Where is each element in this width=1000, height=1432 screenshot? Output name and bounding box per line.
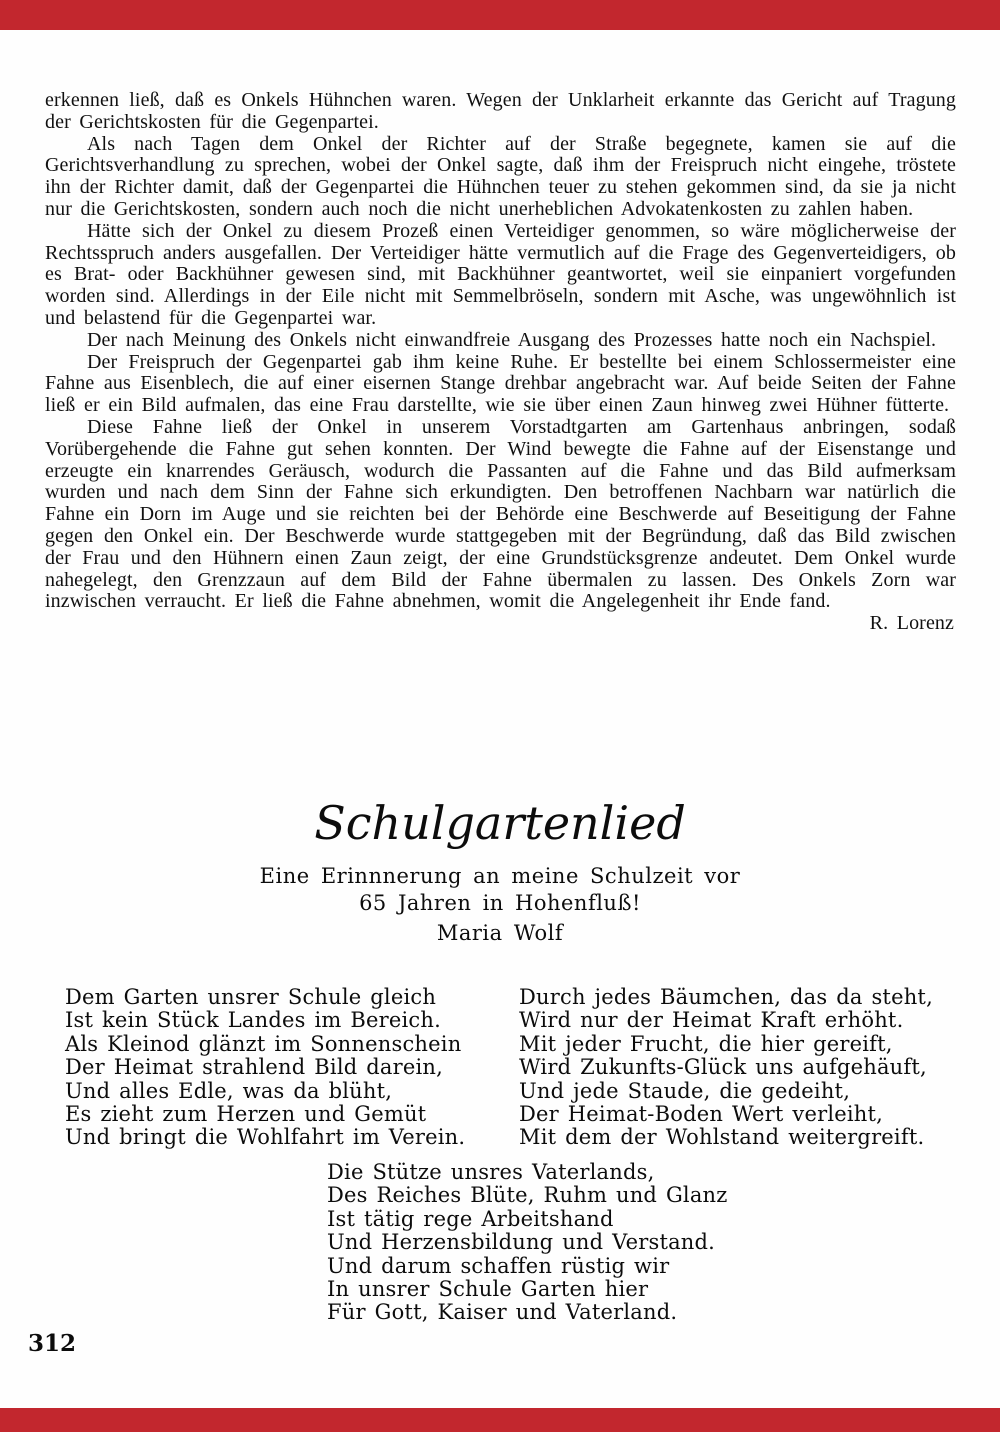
poem-line: Mit dem der Wohlstand weitergreift. bbox=[519, 1125, 925, 1150]
poem-line: Und bringt die Wohlfahrt im Verein. bbox=[65, 1125, 466, 1150]
poem-line: Es zieht zum Herzen und Gemüt bbox=[65, 1102, 427, 1127]
author-signature: R. Lorenz bbox=[869, 612, 954, 635]
page-number: 312 bbox=[28, 1330, 77, 1357]
red-page-edge-bottom bbox=[0, 1408, 1000, 1432]
poem-line: In unsrer Schule Garten hier bbox=[327, 1277, 649, 1302]
poem-line: Für Gott, Kaiser und Vaterland. bbox=[327, 1300, 678, 1325]
poem-line: Der Heimat strahlend Bild darein, bbox=[65, 1055, 443, 1080]
poem-stanza-center bbox=[327, 1161, 728, 1325]
paragraph: Als nach Tagen dem Onkel der Richter auf der Straße begegnete, kamen sie auf die Gerichtsverhandlung zu sprechen, wobei der Onkel sagte, daß ihm der Freispruch nicht eingehe, tröstete ihn der Richter damit, daß der Gegenpartei die Hühnchen teuer zu stehen gekommen sind, da sie ja nicht nur die Gerichtskosten, sondern auch noch die nicht unerheblichen Advokatenkosten zu zahlen haben. bbox=[45, 132, 956, 220]
poem-line: Dem Garten unsrer Schule gleich bbox=[65, 985, 437, 1009]
poem-line: Wird nur der Heimat Kraft erhöht. bbox=[519, 1008, 904, 1033]
paragraph: Der Freispruch der Gegenpartei gab ihm keine Ruhe. Er bestellte bei einem Schlossermeister eine Fahne aus Eisenblech, die auf einer eisernen Stange drehbar angebracht war. Auf beide Seiten der Fahne ließ er ein Bild aufmalen, das eine Frau darstellte, wie sie über einen Zaun hinweg zwei Hühner fütterte. bbox=[45, 350, 956, 417]
paragraph bbox=[45, 415, 956, 635]
paragraph: erkennen ließ, daß es Onkels Hühnchen waren. Wegen der Unklarheit erkannte das Gericht auf Tragung der Gerichtskosten für die Gegenpartei. bbox=[45, 89, 956, 133]
poem-line: Und Herzensbildung und Verstand. bbox=[327, 1230, 716, 1255]
poem-line: Die Stütze unsres Vaterlands, bbox=[327, 1160, 655, 1184]
poem-author: Maria Wolf bbox=[436, 921, 564, 945]
poem-stanza-left bbox=[65, 986, 465, 1150]
poem-line: Ist kein Stück Landes im Bereich. bbox=[65, 1008, 441, 1033]
poem-line: Und jede Staude, die gedeiht, bbox=[519, 1078, 851, 1103]
poem-line: Wird Zukunfts-Glück uns aufgehäuft, bbox=[519, 1055, 927, 1080]
red-page-edge-top bbox=[0, 0, 1000, 30]
poem-line: Mit jeder Frucht, die hier gereift, bbox=[519, 1031, 893, 1056]
poem-line: Ist tätig rege Arbeitshand bbox=[327, 1206, 614, 1231]
paragraph: Hätte sich der Onkel zu diesem Prozeß einen Verteidiger genommen, so wäre möglicherweise der Rechtsspruch anders ausgefallen. Der Verteidiger hätte vermutlich auf die Frage des Gegenverteidigers, ob es Brat- oder Backhühner gewesen sind, mit Backhühner geantwortet, weil sie einpaniert vorgefunden worden sind. Allerdings in der Eile nicht mit Semmelbröseln, sondern mit Asche, was ungewöhnlich ist und belastend für die Gegenpartei war. bbox=[45, 219, 956, 329]
poem-title: Schulgartenlied bbox=[314, 796, 686, 850]
paragraph-text: Diese Fahne ließ der Onkel in unserem Vorstadtgarten am Gartenhaus anbringen, sodaß Vorübergehende die Fahne gut sehen konnten. Der Wind bewegte die Fahne auf der Eisenstange und erzeugte ein knarrendes Geräusch, wodurch die Passanten auf die Fahne und das Bild aufmerksam wurden und nach dem Sinn der Fahne sich erkundigten. Den betroffenen Nachbarn war natürlich die Fahne ein Dorn im Auge und sie reichten bei der Behörde eine Beschwerde auf Beseitigung der Fahne gegen den Onkel ein. Der Beschwerde wurde stattgegeben mit der Begründung, daß das Bild zwischen der Frau und den Hühnern einen Zaun zeigt, der eine Grundstücksgrenze andeutet. Dem Onkel wurde nahegelegt, den Grenzzaun auf dem Bild der Fahne übermalen zu lassen. Des Onkels Zorn war inzwischen verraucht. Er ließ die Fahne abnehmen, womit die Angelegenheit ihr Ende fand. bbox=[45, 415, 956, 613]
paragraph: Der nach Meinung des Onkels nicht einwandfreie Ausgang des Prozesses hatte noch ein Nachspiel. bbox=[87, 328, 937, 351]
poem-line: Der Heimat-Boden Wert verleiht, bbox=[519, 1102, 884, 1127]
poem-line: Des Reiches Blüte, Ruhm und Glanz bbox=[327, 1183, 728, 1208]
poem-subtitle-line2: 65 Jahren in Hohenfluß! bbox=[359, 890, 641, 915]
poem-line: Und darum schaffen rüstig wir bbox=[327, 1253, 670, 1278]
poem-stanza-right bbox=[519, 986, 933, 1150]
article-text bbox=[45, 90, 956, 635]
poem-line: Als Kleinod glänzt im Sonnenschein bbox=[65, 1031, 462, 1056]
poem-line: Und alles Edle, was da blüht, bbox=[65, 1078, 393, 1103]
poem-line: Durch jedes Bäumchen, das da steht, bbox=[519, 985, 933, 1009]
poem-subtitle-line1: Eine Erinnnerung an meine Schulzeit vor bbox=[259, 864, 741, 888]
poem-subtitle bbox=[0, 863, 1000, 947]
